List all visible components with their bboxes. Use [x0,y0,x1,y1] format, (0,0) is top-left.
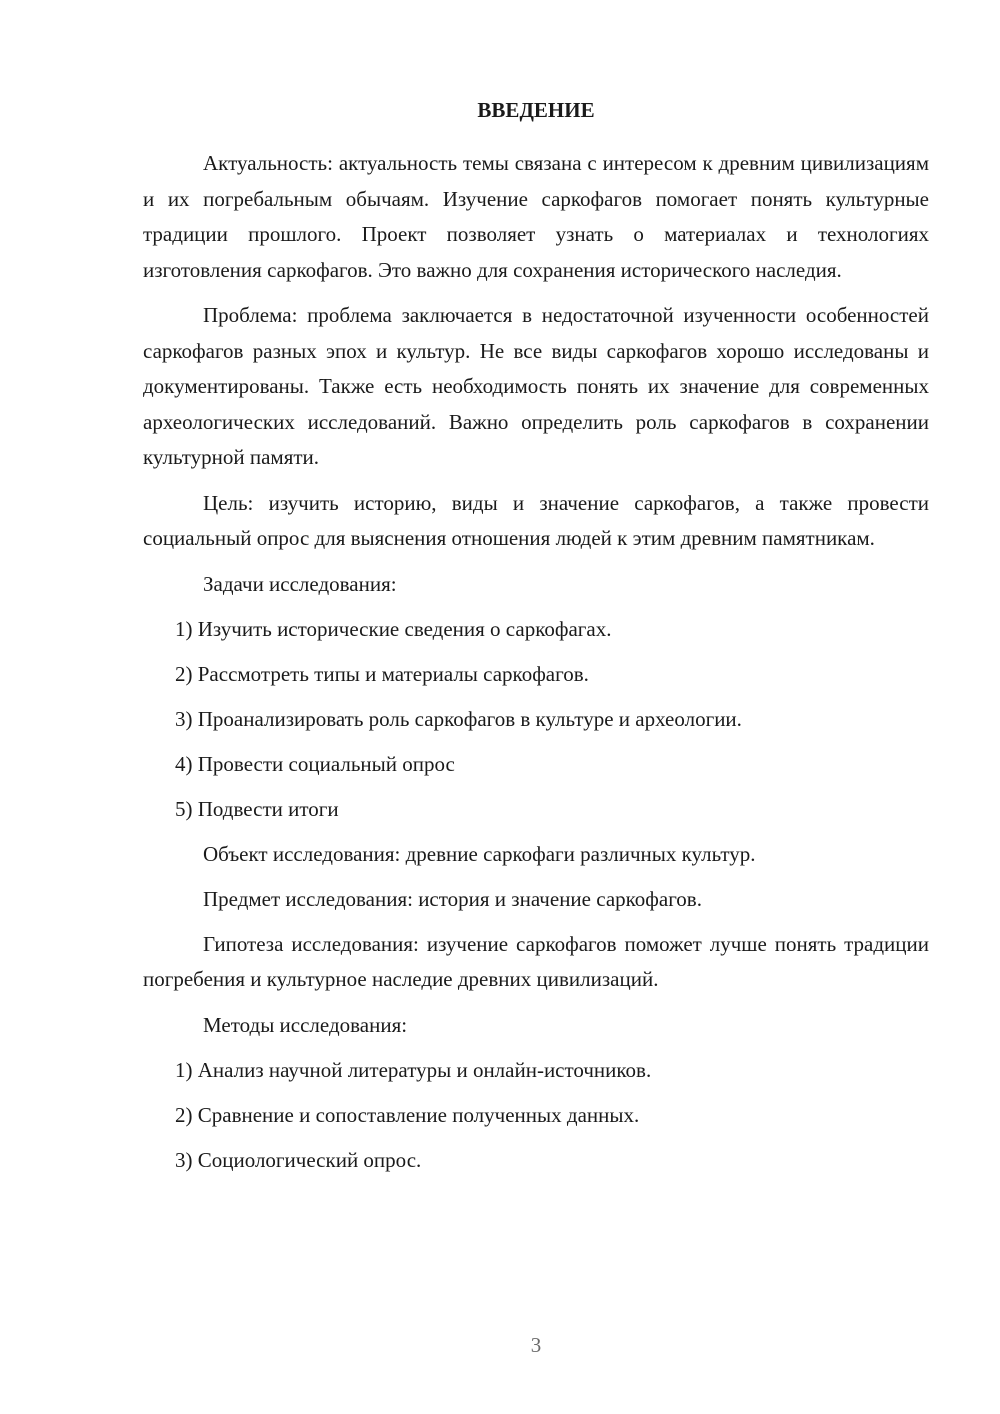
task-item-2: 2) Рассмотреть типы и материалы саркофагов. [175,661,589,686]
task-item-3: 3) Проанализировать роль саркофагов в культуре и археологии. [175,706,742,731]
method-item-1: 1) Анализ научной литературы и онлайн-источников. [175,1057,652,1082]
tasks-heading: Задачи исследования: [203,571,397,596]
task-item-4: 4) Провести социальный опрос [175,751,455,776]
methods-heading: Методы исследования: [203,1012,408,1037]
hypothesis-paragraph: Гипотеза исследования: изучение саркофагов поможет лучше понять традиции погребения и культурное наследие древних цивилизаций. [143,931,929,991]
goal-paragraph: Цель: изучить историю, виды и значение саркофагов, а также провести социальный опрос для выяснения отношения людей к этим древним памятникам. [143,490,929,550]
research-object: Объект исследования: древние саркофаги различных культур. [203,841,756,866]
task-item-1: 1) Изучить исторические сведения о саркофагах. [175,616,612,641]
method-item-3: 3) Социологический опрос. [175,1147,422,1172]
task-item-5: 5) Подвести итоги [175,796,339,821]
problem-paragraph: Проблема: проблема заключается в недостаточной изученности особенностей саркофагов разных эпох и культур. Не все виды саркофагов хорошо исследованы и документированы. Также есть необходимость понять их значение для современных археологических исследований. Важно определить роль саркофагов в сохранении культурной памяти. [143,303,929,469]
research-subject: Предмет исследования: история и значение саркофагов. [203,886,702,911]
page-title: ВВЕДЕНИЕ [477,98,595,122]
method-item-2: 2) Сравнение и сопоставление полученных данных. [175,1102,640,1127]
relevance-paragraph: Актуальность: актуальность темы связана с интересом к древним цивилизациям и их погребальным обычаям. Изучение саркофагов помогает понять культурные традиции прошлого. Проект позволяет узнать о материалах и технологиях изготовления саркофагов. Это важно для сохранения исторического наследия. [143,151,929,282]
document-page [143,90,929,1188]
page-number: 3 [530,1333,542,1357]
